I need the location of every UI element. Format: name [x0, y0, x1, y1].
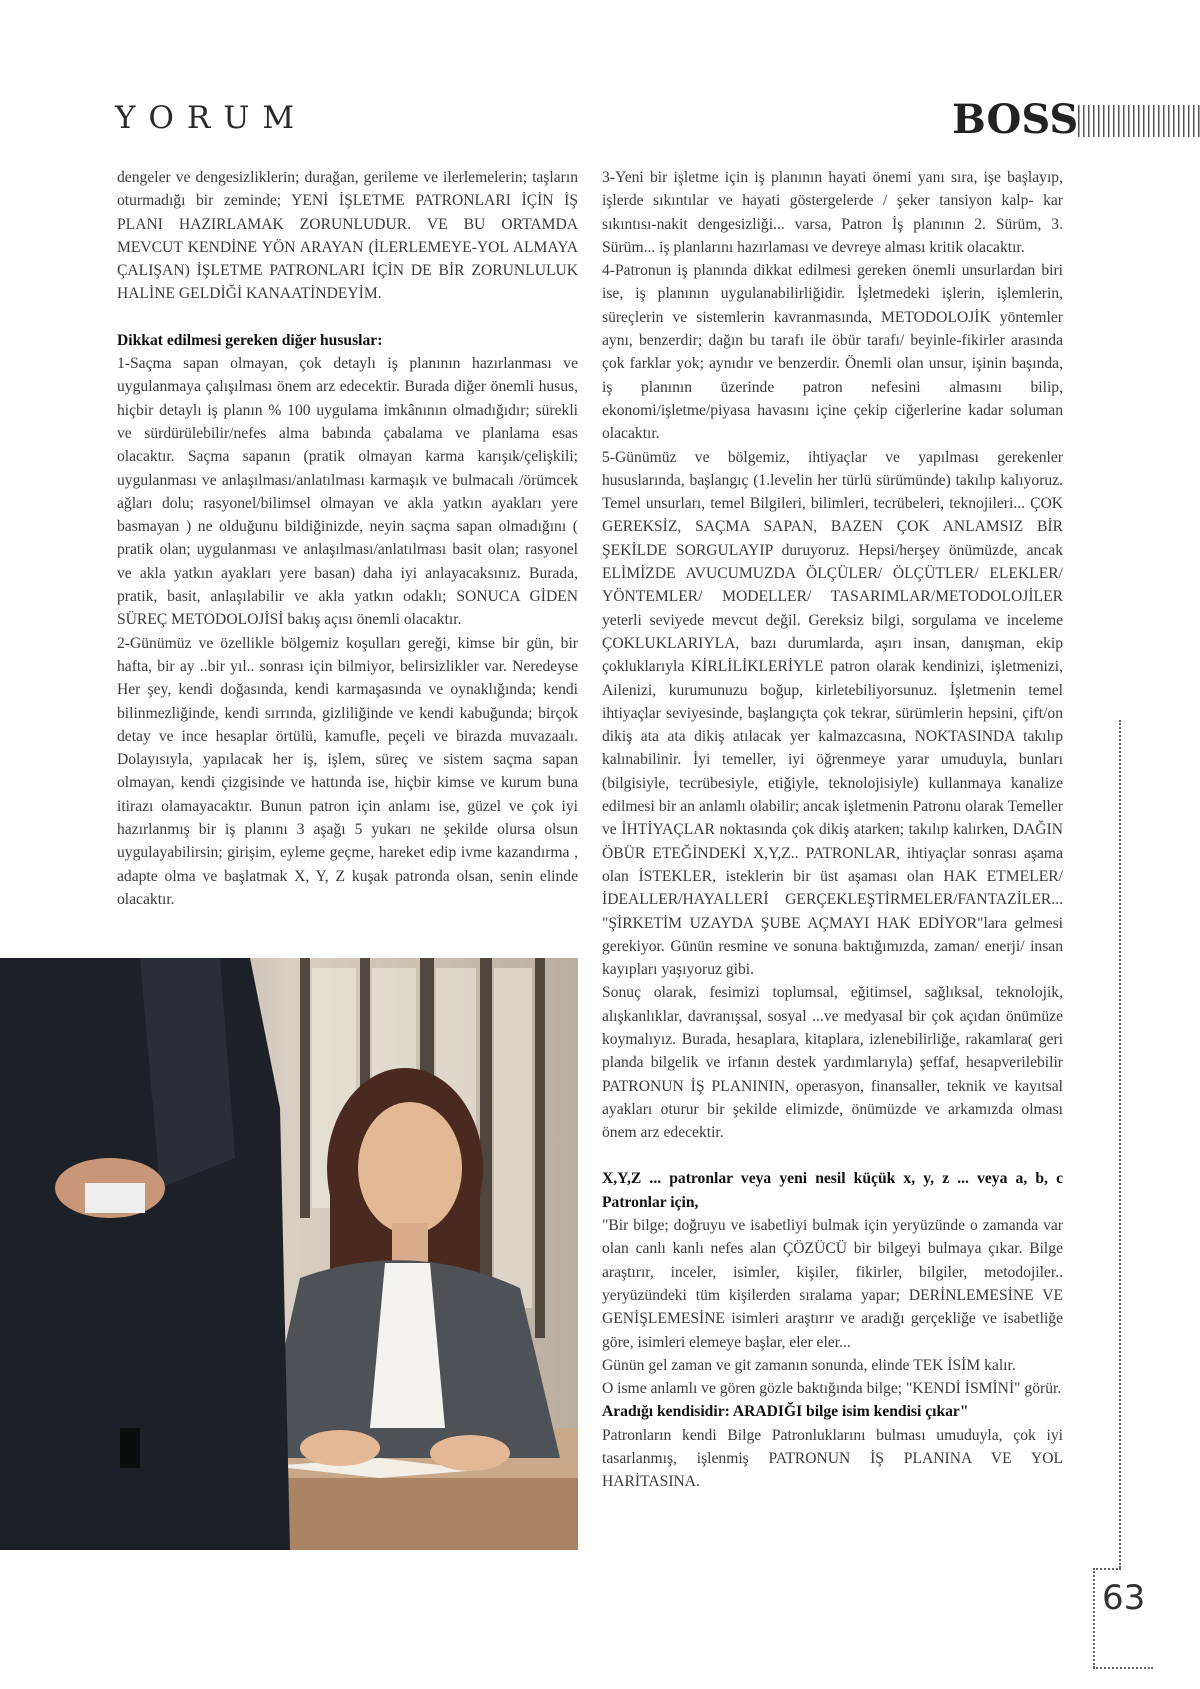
section-heading: Dikkat edilmesi gereken diğer hususlar: — [117, 331, 383, 349]
magazine-logo: BOSS — [952, 96, 1079, 143]
closing-paragraph: Patronların kendi Bilge Patronluklarını bulması umuduyla, çok iyi tasarlanmış, işlenmiş PATRONUN İŞ PLANINA VE YOL HARİTASINA. — [602, 1426, 1063, 1491]
quote-paragraph-1: "Bir bilge; doğruyu ve isabetliyi bulmak için yeryüzünde o zamanda var olan canlı kanlı nefes alan ÇÖZÜCÜ bir bilgeyi bulmaya çıkar. Bilge araştırır, inceler, isimler, kişiler, fikirler, bilgiler, metodojiler.. yeryüzündeki tüm kişilerden sıralama yapar; DERİNLEMESİNE VE GENİŞLEMESİNE isimleri araştırır ve aradığı gerçekliğe ve isabetliğe göre, isimleri elemeye başlar, eler eler... — [602, 1217, 1063, 1351]
quote-paragraph-3: O isme anlamlı ve gören gözle baktığında bilge; "KENDİ İSMİNİ" görür. — [602, 1380, 1062, 1398]
photo-illustration — [0, 958, 578, 1550]
left-column — [117, 166, 578, 911]
point-1-paragraph: 1-Saçma sapan olmayan, çok detaylı iş planının hazırlanması ve uygulanmaya çalışılması önem arz edecektir. Burada diğer önemli husus, hiçbir detaylı iş planın % 100 uygulama imkânının olmadığıdır; sürekli ve sürdürülebilir/nefes alma babında çabalama ve planlama esas olacaktır. Saçma sapanın (pratik olmayan karma karışık/çelişkili; uygulanması ve anlaşılması/anlatılması karmaşık ve bulmacalı /örümcek ağları dolu; rasyonel/bilimsel olmayan ve akla yatkın ayakları yere basmayan ) ne olduğunu bildiğinizde, neyin saçma sapan olmadığını ( pratik olan; uygulanması ve anlaşılması/anlatılması basit olan; rasyonel ve akla yatkın ayakları yere basan) daha iyi anlayacaksınız. Burada, pratik, basit, anlaşılabilir ve akla yatkın odaklı; SONUCA GİDEN SÜREÇ METODOLOJİSİ bakış açısı önemli olacaktır. — [117, 355, 578, 629]
page-number-frame-bottom — [1093, 1667, 1153, 1669]
subheading-patrons: X,Y,Z ... patronlar veya yeni nesil küçük x, y, z ... veya a, b, c Patronlar için, — [602, 1170, 1063, 1211]
right-column — [602, 166, 1063, 1494]
point-3-paragraph: 3-Yeni bir işletme için iş planının hayati önemi yanı sıra, işe başlayıp, işlerde sıkıntılar ve hayati göstergelerde / şeker tansiyon kalp- kar sıkıntısı-nakit dengesizliği... varsa, Patron İş planının 2. Sürüm, 3. Sürüm... iş planlarını hazırlaması ve devreye alması kritik olacaktır. — [602, 169, 1063, 256]
bold-quote: Aradığı kendisidir: ARADIĞI bilge isim kendisi çıkar" — [602, 1403, 969, 1421]
intro-paragraph: dengeler ve dengesizliklerin; durağan, gerileme ve ilerlemelerin; taşların oturmadığı bir zeminde; YENİ İŞLETME PATRONLARI İÇİN İŞ PLANI HAZIRLAMAK ZORUNLUDUR. VE BU ORTAMDA MEVCUT KENDİNE YÖN ARAYAN (İLERLEMEYE-YOL ALMAYA ÇALIŞAN) İŞLETME PATRONLARI İÇİN DE BİR ZORUNLULUK HALİNE GELDİĞİ KANAATİNDEYİM. — [117, 169, 578, 303]
logo-stripes-decoration — [1078, 105, 1200, 137]
section-label: YORUM — [115, 100, 308, 136]
page-number-frame-left — [1093, 1568, 1095, 1668]
quote-paragraph-2: Günün gel zaman ve git zamanın sonunda, elinde TEK İSİM kalır. — [602, 1356, 1016, 1374]
conclusion-paragraph: Sonuç olarak, fesimizi toplumsal, eğitimsel, sağlıksal, teknolojik, alışkanlıklar, davranışsal, sosyal ...ve medyasal bir çok açıdan önümüze koymalıyız. Burada, hesaplara, kitaplara, izlenebilirliğe, rakamlara( geri planda bilgelik ve irfanın destek yardımlarıyla) şeffaf, hesapverilebilir PATRONUN İŞ PLANININ, operasyon, finansaller, teknik ve kayıtsal ayakları oturur bir şekilde elimizde, önümüzde ve arkamızda olması önem arz edecektir. — [602, 984, 1063, 1142]
point-2-paragraph: 2-Günümüz ve özellikle bölgemiz koşulları gereği, kimse bir gün, bir hafta, bir ay ..bir yıl.. sonrası için bilmiyor, belirsizlikler var. Neredeyse Her şey, kendi doğasında, kendi karmaşasında ve oynaklığında; kendi bilinmezliğinde, kendi sırrında, gizliliğinde ve kendi kabuğunda; birçok detay ve ince hesaplar örtülü, kamufle, peçeli ve birazda muvazaalı. Dolayısıyla, yapılacak her iş, işlem, süreç ve sistem saçma sapan olmayan, kendi çizgisinde ve hattında ise, hiçbir kimse ve kurum buna itirazı olamayacaktır. Bunun patron için anlamı ise, güzel ve çok iyi hazırlanmış bir iş planını 3 aşağı 5 yukarı ne şekilde olursa olsun uygulayabilirsin; girişim, eyleme geçme, hareket edip ivme kazandırma , adapte olma ve başlatmak X, Y, Z kuşak patronda olsan, senin elinde olacaktır. — [117, 634, 578, 908]
page-edge-dotted-line — [1119, 720, 1121, 1568]
point-5-paragraph: 5-Günümüz ve bölgemiz, ihtiyaçlar ve yapılması gerekenler hususlarında, başlangıç (1.levelin her türlü sürümünde) takılıp kalıyoruz. Temel unsurları, temel Bilgileri, bilimleri, tecrübeleri, teknojileri... ÇOK GEREKSİZ, SAÇMA SAPAN, BAZEN ÇOK ANLAMSIZ BİR ŞEKİLDE SORGULAYIP duruyoruz. Hepsi/herşey önümüzde, ancak ELİMİZDE AVUCUMUZDA ÖLÇÜLER/ ÖLÇÜTLER/ ELEKLER/ YÖNTEMLER/ MODELLER/ TASARIMLAR/METODOLOJİLER yeterli seviyede mevcut değil. Gereksiz bilgi, sorgulama ve inceleme ÇOKLUKLARIYLA, bazı durumlarda, aşırı insan, danışman, ekip çokluklarıyla KİRLİLİKLERİYLE patron olarak kendinizi, işletmenizi, Ailenizi, kurumunuzu boğup, kirletebiliyorsunuz. İşletmenin temel ihtiyaçlar seviyesinde, başlangıçta çok tekrar, sürümlerin hepsini, çift/on dikiş ata ata dikiş atılacak yer kalmazcasına, NOKTASINDA takılıp kalınabilinir. İyi temeller, iyi öğrenmeye yarar umuduyla, bunları (bilgisiyle, tecrübesiyle, etiğiyle, teknolojisiyle) kullanmaya kanalize edilmesi bir an anlamlı olabilir; ancak işletmenin Patronu olarak Temeller ve İHTİYAÇLAR noktasında çok dikiş atarken; takılıp kalırken, DAĞIN ÖBÜR ETEĞİNDEKİ X,Y,Z.. PATRONLAR, ihtiyaçlar sonrası aşama olan İSTEKLER, isteklerin bir üst aşaması olan HAK ETMELER/İDEALLER/HAYALLERİ GERÇEKLEŞTİRMELER/FANTAZİLER... "ŞİRKETİM UZAYDA ŞUBE AÇMAYI HAK EDİYOR"lara gelmesi gerekiyor. Günün resmine ve sonuna baktığımızda, zaman/ enerji/ insan kayıpları yaşıyoruz gibi. — [602, 448, 1063, 979]
article-photo — [0, 958, 578, 1550]
point-4-paragraph: 4-Patronun iş planında dikkat edilmesi gereken önemli unsurlardan biri ise, iş planının uygulanabilirliğidir. İşletmedeki işlerin, işlemlerin, süreçlerin ve sistemlerin kavranmasında, METODOLOJİK yöntemler aynı, benzerdir; dağın bu tarafı ile öbür tarafı/ beyinle-fikirler arasında çok farklar yok; aynıdır ve benzerdir. Önemli olan unsur, işinin başında, iş planının üzerinde patron nefesini almasını bilip, ekonomi/işletme/piyasa havasını içine çekip ciğerlerine kadar soluman olacaktır. — [602, 262, 1063, 443]
page-number: 63 — [1102, 1578, 1146, 1618]
page-number-frame-top — [1093, 1568, 1121, 1570]
